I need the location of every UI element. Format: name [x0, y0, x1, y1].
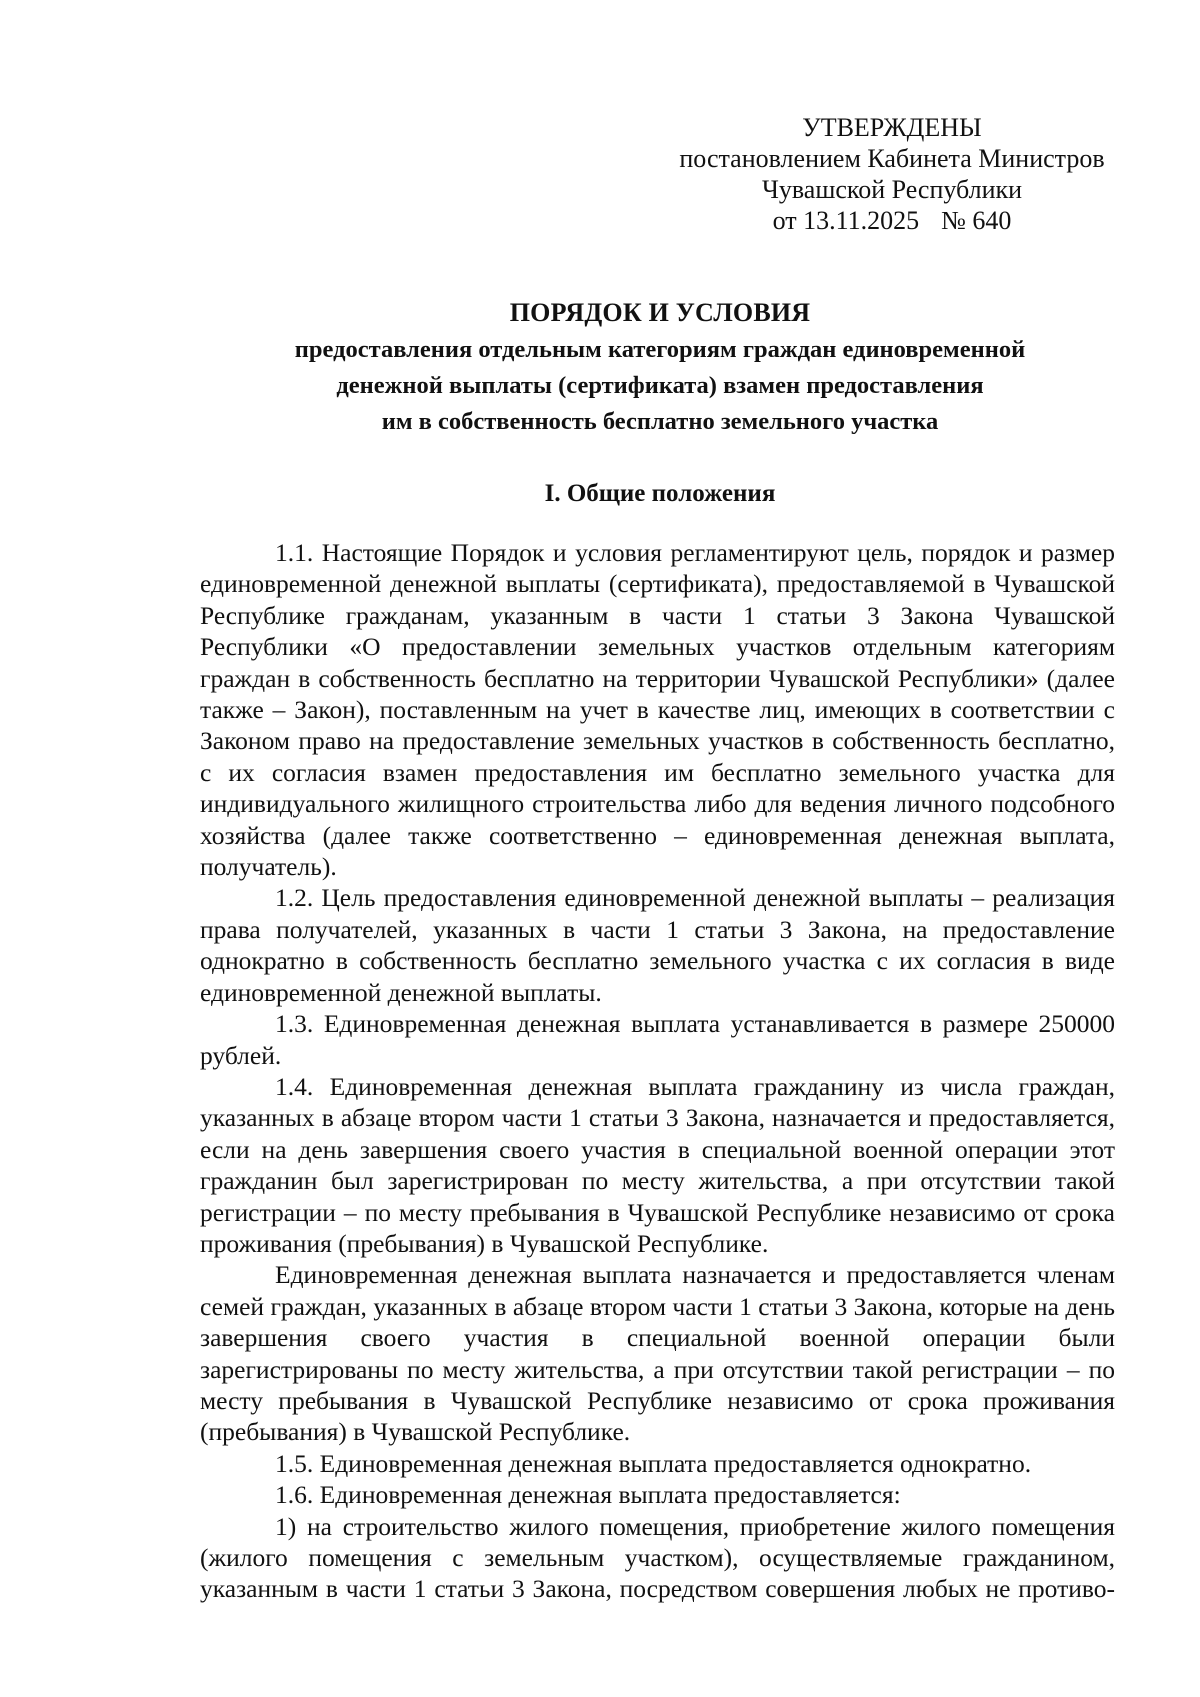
document-body — [200, 537, 1115, 1605]
document-subtitle-line-1: предоставления отдельным категориям граждан единовременной — [294, 336, 1026, 363]
document-subtitle-line-2: денежной выплаты (сертификата) взамен предоставления — [336, 372, 984, 399]
approval-authority: постановлением Кабинета Министров — [679, 144, 1105, 173]
approval-date: от 13.11.2025 — [772, 206, 920, 235]
paragraph-1-4-family: Единовременная денежная выплата назначается и предоставляется членам семей граждан, указанных в абзаце втором части 1 статьи 3 Закона, которые на день завершения своего участия в специальной военной операции были зарегистрированы по месту жительства, а при отсутствии такой регистрации – по месту пребывания в Чувашской Республике независимо от срока проживания (пребывания) в Чувашской Республике. — [200, 1260, 1115, 1447]
approval-stamp-block — [672, 112, 1112, 236]
paragraph-1-3: 1.3. Единовременная денежная выплата устанавливается в размере 250000 рублей. — [200, 1009, 1115, 1070]
section-heading: I. Общие положения — [544, 480, 776, 507]
paragraph-1-4: 1.4. Единовременная денежная выплата гражданину из числа граждан, указанных в абзаце втором части 1 статьи 3 Закона, назначается и предоставляется, если на день завершения своего участия в специальной военной операции этот гражданин был зарегистрирован по месту жительства, а при отсутствии такой регистрации – по месту пребывания в Чувашской Республике независимо от срока проживания (пребывания) в Чувашской Республике. — [200, 1071, 1115, 1258]
document-subtitle-line-3: им в собственность бесплатно земельного участка — [381, 408, 939, 435]
approval-date-line — [672, 205, 1112, 236]
approval-heading: УТВЕРЖДЕНЫ — [802, 113, 982, 142]
document-title: ПОРЯДОК И УСЛОВИЯ — [509, 298, 811, 327]
paragraph-1-5: 1.5. Единовременная денежная выплата предоставляется однократно. — [275, 1448, 1032, 1478]
approval-number: № 640 — [941, 206, 1012, 235]
paragraph-1-1: 1.1. Настоящие Порядок и условия регламентируют цель, порядок и размер единовременной денежной выплаты (сертификата), предоставляемой в Чувашской Республике гражданам, указанным в части 1 статьи 3 Закона Чувашской Республики «О предоставлении земельных участков отдельным категориям граждан в собственность бесплатно на территории Чувашской Республики» (далее также – Закон), поставленным на учет в качестве лиц, имеющих в соответствии с Законом право на предоставление земельных участков в собственность бесплатно, с их согласия взамен предоставления им бесплатно земельного участка для индивидуального жилищного строительства либо для ведения личного подсобного хозяйства (далее также соответственно – единовременная денежная выплата, получатель). — [200, 538, 1115, 882]
paragraph-1-2: 1.2. Цель предоставления единовременной денежной выплаты – реализация права получателей, указанных в части 1 статьи 3 Закона, на предоставление однократно в собственность бесплатно земельного участка с их согласия в виде единовременной денежной выплаты. — [200, 883, 1115, 1007]
paragraph-1-6: 1.6. Единовременная денежная выплата предоставляется: — [275, 1480, 901, 1510]
document-title-block — [160, 296, 1160, 438]
paragraph-1-6-item-1: 1) на строительство жилого помещения, приобретение жилого помещения (жилого помещения с земельным участком), осуществляемые гражданином, указанным в части 1 статьи 3 Закона, посредством совершения любых не противо- — [200, 1511, 1115, 1604]
approval-republic: Чувашской Республики — [761, 175, 1023, 204]
